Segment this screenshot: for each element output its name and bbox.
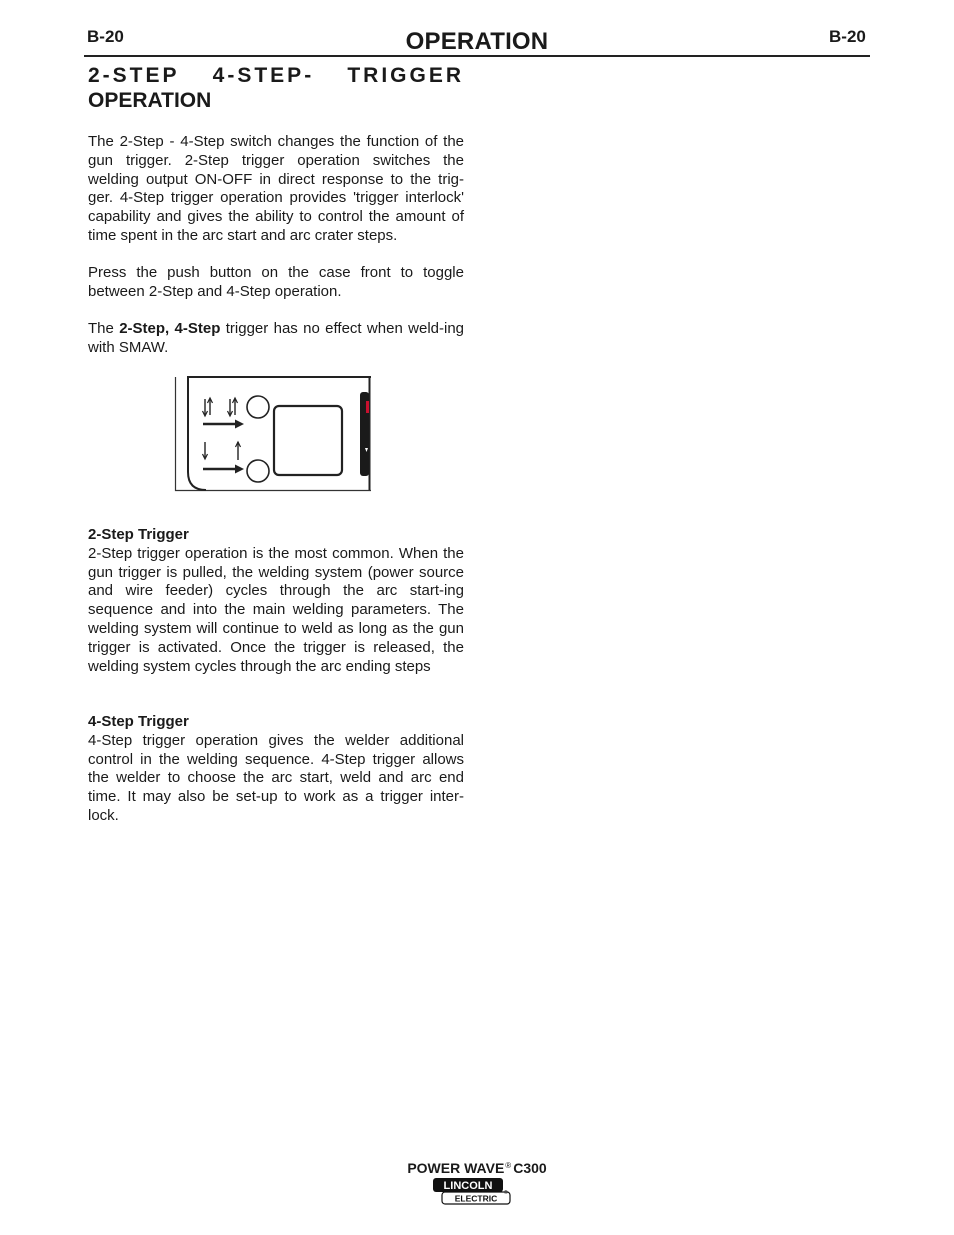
four-step-section <box>88 713 464 826</box>
smaw-note-bold: 2-Step, 4-Step <box>119 320 221 337</box>
section-heading-line-1 <box>88 63 464 88</box>
push-button-paragraph: Press the push button on the case front to toggle between 2-Step and 4-Step operation. <box>88 264 464 300</box>
two-step-section <box>88 526 464 676</box>
registered-mark: ® <box>505 1161 512 1170</box>
heading-word: TRIGGER <box>347 64 464 87</box>
trigger-panel-figure <box>174 376 371 492</box>
lincoln-electric-logo <box>432 1176 512 1206</box>
2-step-trigger-icon <box>203 442 245 474</box>
logo-bottom-text: ELECTRIC <box>454 1193 498 1204</box>
smaw-note-post: trigger has no effect when weld-ing with SMAW. <box>88 320 465 356</box>
4-step-selector-button-icon <box>247 396 269 418</box>
section-heading <box>88 63 464 113</box>
svg-text:®: ® <box>504 1190 508 1196</box>
product-name: POWER WAVE <box>407 1160 505 1176</box>
page-title: OPERATION <box>405 28 549 55</box>
smaw-note-pre: The <box>88 320 120 337</box>
section-heading-line-2: OPERATION <box>88 89 212 112</box>
page-number-left: B-20 <box>87 27 124 46</box>
2-step-selector-button-icon <box>247 460 269 482</box>
smaw-note-paragraph <box>88 320 464 358</box>
two-step-text: 2-Step trigger operation is the most common. When the gun trigger is pulled, the welding system (power source and wire feeder) cycles through the arc start-ing sequence and into the main welding parameters. The welding system will continue to weld as long as the gun trigger is activated. Once the trigger is released, the welding system cycles through the arc ending steps <box>88 544 464 675</box>
heading-word: 2-STEP <box>88 64 180 87</box>
intro-paragraph: The 2-Step - 4-Step switch changes the function of the gun trigger. 2-Step trigger operation switches the welding output ON-OFF in direct response to the trig-ger. 4-Step trigger operation provides 'trigger interlock' capability and gives the ability to control the amount of time spent in the arc start and arc crater steps. <box>88 133 464 244</box>
page-number-right: B-20 <box>829 27 866 46</box>
4-step-trigger-icon <box>203 398 245 429</box>
product-model: C300 <box>513 1160 547 1176</box>
heading-word: 4-STEP- <box>212 64 315 87</box>
logo-top-text: LINCOLN <box>443 1180 493 1192</box>
footer-product <box>0 1160 954 1176</box>
header-rule <box>84 55 870 57</box>
four-step-heading: 4-Step Trigger <box>88 713 189 730</box>
four-step-text: 4-Step trigger operation gives the welder additional control in the welding sequence. 4-Step trigger allows the welder to choose the arc start, weld and arc end time. It may also be set-up to work as a trigger inter-lock. <box>88 731 464 824</box>
display-window-icon <box>274 406 342 475</box>
two-step-heading: 2-Step Trigger <box>88 526 189 543</box>
